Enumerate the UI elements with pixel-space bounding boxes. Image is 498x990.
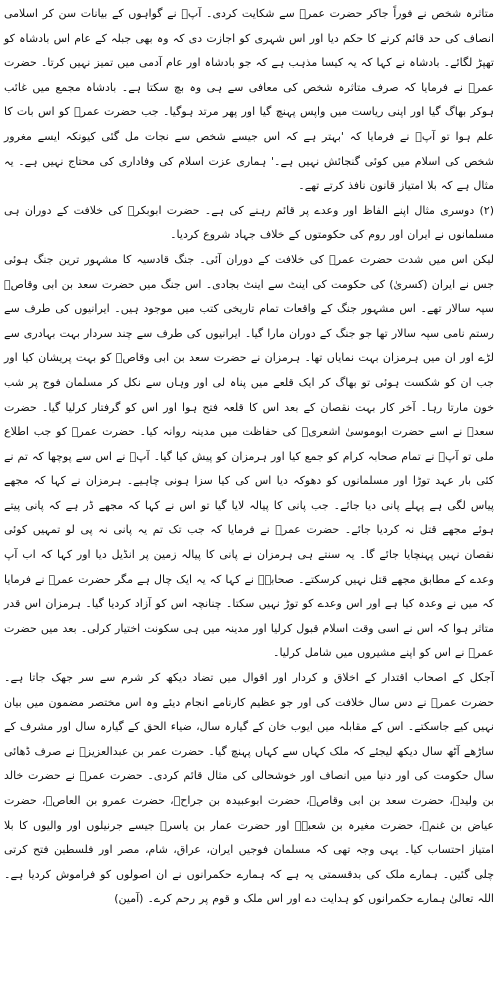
paragraph-second-example: (۲) دوسری مثال اپنے الفاظ اور وعدے پر قائم رہنے کی ہے۔ حضرت ابوبکرؓ کی خلافت کے دوران ہی مسلمانوں نے ایران اور روم کی حکومتوں کے خلاف جہاد شروع کردیا۔ [4,203,494,242]
paragraph-conclusion: آجکل کے اصحاب اقتدار کے اخلاق و کردار اور اقوال میں تضاد دیکھ کر شرم سے سر جھک جاتا ہے۔ حضرت عمرؓ نے دس سال خلافت کی اور جو عظیم کارنامے انجام دیئے وہ اس مختصر مضمون میں بیان نہیں کیے جاسکتے۔ اس کے مقابلہ میں ایوب خان کے گیارہ سال، ضیاء الحق کے گیارہ سال اور مشرف کے ساڑھے آٹھ سال دیکھ لیجئے کہ ملک کہاں سے کہاں پہنچ گیا۔ حضرت عمر بن عبدالعزیزؒ نے صرف ڈھائی سال حکومت کی اور دنیا میں انصاف اور خوشحالی کی مثال قائم کردی۔ حضرت عمرؓ نے حضرت خالد بن ولیدؓ، حضرت سعد بن ابی وقاصؓ، حضرت ابوعبیدہ بن جراحؓ، حضرت عمرو بن العاصؓ، حضرت عیاض بن غنمؓ، حضرت مغیرہ بن شعبہؓ اور حضرت عمار بن یاسرؓ جیسے جرنیلوں اور والیوں کا بلا امتیاز احتساب کیا۔ یہی وجہ تھی کہ مسلمان فوجیں ایران، عراق، شام، مصر اور فلسطین فتح کرتی چلی گئیں۔ ہمارے ملک کی بدقسمتی یہ ہے کہ ہمارے حکمرانوں نے ان اصولوں کو فراموش کردیا ہے۔ اللہ تعالیٰ ہمارے حکمرانوں کو ہدایت دے اور اس ملک و قوم پر رحم کرے۔ (آمین) [4,671,494,906]
paragraph-jabla-story: متاثرہ شخص نے فوراً جاکر حضرت عمرؓ سے شکایت کردی۔ آپؓ نے گواہوں کے بیانات سن کر اسلامی انصاف کی حد قائم کرنے کا حکم دیا اور اس شہری کو اجازت دی کہ وہ بھی جبلہ کے عام اس بادشاہ کو تھپڑ لگائے۔ بادشاہ نے کہا کہ یہ کیسا مذہب ہے کہ جو بادشاہ اور عام آدمی میں تمیز نہیں کرتا۔ حضرت عمرؓ نے فرمایا کہ صرف متاثرہ شخص کی معافی سے ہی وہ بچ سکتا ہے۔ بادشاہ مجمع میں غائب ہوکر بھاگ گیا اور اپنی ریاست میں واپس پہنچ گیا اور پھر مرتد ہوگیا۔ جب حضرت عمرؓ کو اس بات کا علم ہوا تو آپؓ نے فرمایا کہ 'بہتر ہے کہ اس جیسے شخص سے نجات مل گئی کیونکہ ایسے مغرور شخص کی اسلام میں کوئی گنجائش نہیں ہے۔' ہماری عزت اسلام کی وفاداری کی محتاج نہیں ہے۔ یہ مثال ہے کہ بلا امتیاز قانون نافذ کرتے تھے۔ [4,7,494,193]
paragraph-qadisiyyah-hormuzan: لیکن اس میں شدت حضرت عمرؓ کی خلافت کے دوران آئی۔ جنگ قادسیہ کا مشہور ترین جنگ ہوئی جس نے ایران (کسریٰ) کی حکومت کی اینٹ سے اینٹ بجادی۔ اس جنگ میں حضرت سعد بن ابی وقاصؓ سپہ سالار تھے۔ اس مشہور جنگ کے واقعات تمام تاریخی کتب میں موجود ہیں۔ ایرانیوں کی طرف سے رستم نامی سپہ سالار تھا جو جنگ کے دوران مارا گیا۔ ایرانیوں کی طرف سے چند سردار بہت بہادری سے لڑے اور ان میں ہرمزان بہت نمایاں تھا۔ ہرمزان نے حضرت سعد بن ابی وقاصؓ کو بہت پریشان کیا اور جب ان کو شکست ہوئی تو بھاگ کر ایک قلعے میں پناہ لی اور وہاں سے نکل کر مسلمان فوج پر شب خون مارتا رہا۔ آخر کار بہت نقصان کے بعد اس کا قلعہ فتح ہوا اور اس کو گرفتار کرلیا گیا۔ حضرت سعدؓ نے اسے حضرت ابوموسیٰ اشعریؓ کی حفاظت میں مدینہ روانہ کیا۔ حضرت عمرؓ کو جب اطلاع ملی تو آپؓ نے تمام صحابہ کرام کو جمع کیا اور ہرمزان کو پیش کیا گیا۔ آپؓ نے اس سے پوچھا کہ تم نے کئی بار عہد توڑا اور مسلمانوں کو دھوکہ دیا اس کی کیا سزا ہونی چاہیے۔ ہرمزان نے کہا کہ مجھے پیاس لگی ہے پہلے پانی دیا جائے۔ جب پانی کا پیالہ لایا گیا تو اس نے کہا کہ مجھے ڈر ہے کہ پانی پیتے ہوئے مجھے قتل نہ کردیا جائے۔ حضرت عمرؓ نے فرمایا کہ جب تک تم یہ پانی نہ پی لو تمہیں کوئی نقصان نہیں پہنچایا جائے گا۔ یہ سنتے ہی ہرمزان نے پانی کا پیالہ زمین پر انڈیل دیا اور کہا کہ اب آپ وعدے کے مطابق مجھے قتل نہیں کرسکتے۔ صحابہؓ نے کہا کہ یہ ایک چال ہے مگر حضرت عمرؓ نے فرمایا کہ میں نے وعدہ کیا ہے اور اس وعدے کو توڑ نہیں سکتا۔ چنانچہ اس کو آزاد کردیا گیا۔ ہرمزان اس قدر متاثر ہوا کہ اس نے اسی وقت اسلام قبول کرلیا اور مدینہ میں ہی سکونت اختیار کرلی۔ بعد میں حضرت عمرؓ نے اس کو اپنے مشیروں میں شامل کرلیا۔ [4,252,494,660]
